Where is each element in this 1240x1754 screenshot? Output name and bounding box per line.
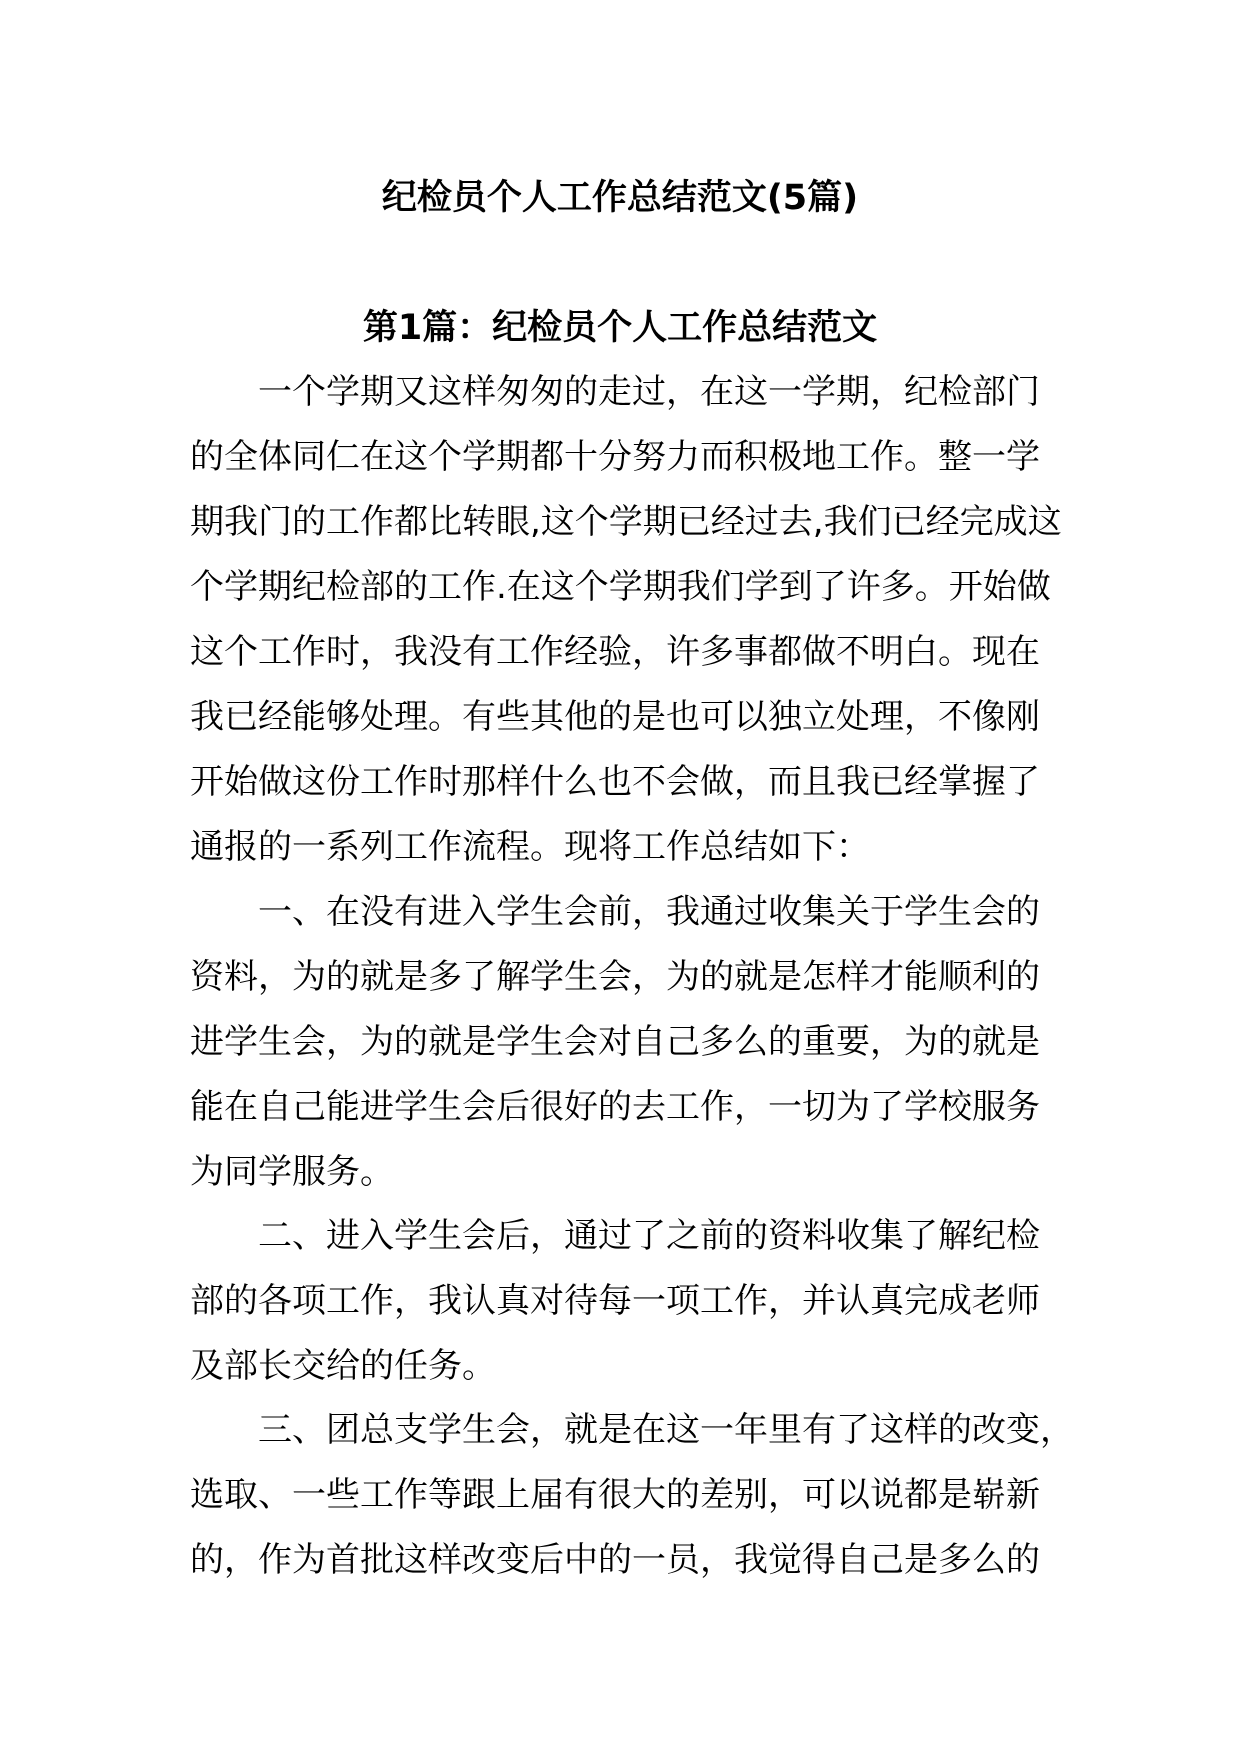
paragraph-2 <box>190 880 1090 1205</box>
paragraph-line: 这个工作时，我没有工作经验，许多事都做不明白。现在 <box>190 632 1040 672</box>
paragraph-line: 为同学服务。 <box>190 1152 394 1192</box>
paragraph-line: 期我门的工作都比转眼,这个学期已经过去,我们已经完成这 <box>190 502 1062 542</box>
paragraph-line: 我已经能够处理。有些其他的是也可以独立处理，不像刚 <box>190 697 1040 737</box>
paragraph-line: 选取、一些工作等跟上届有很大的差别，可以说都是崭新 <box>190 1475 1040 1515</box>
paragraph-4 <box>190 1398 1090 1593</box>
paragraph-line: 的，作为首批这样改变后中的一员，我觉得自己是多么的 <box>190 1540 1040 1580</box>
paragraph-3 <box>190 1204 1090 1399</box>
paragraph-line: 开始做这份工作时那样什么也不会做，而且我已经掌握了 <box>190 762 1040 802</box>
paragraph-line: 资料，为的就是多了解学生会，为的就是怎样才能顺利的 <box>190 957 1040 997</box>
section-title: 第1篇：纪检员个人工作总结范文 <box>362 308 878 348</box>
paragraph-line: 能在自己能进学生会后很好的去工作，一切为了学校服务 <box>190 1087 1040 1127</box>
paragraph-line: 一个学期又这样匆匆的走过，在这一学期，纪检部门 <box>258 372 1040 412</box>
paragraph-1 <box>190 360 1090 880</box>
document-title: 纪检员个人工作总结范文(5篇) <box>381 178 859 218</box>
paragraph-line: 个学期纪检部的工作.在这个学期我们学到了许多。开始做 <box>190 567 1051 607</box>
paragraph-line: 进学生会，为的就是学生会对自己多么的重要，为的就是 <box>190 1022 1040 1062</box>
paragraph-line: 部的各项工作，我认真对待每一项工作，并认真完成老师 <box>190 1281 1040 1321</box>
paragraph-line: 三、团总支学生会，就是在这一年里有了这样的改变， <box>258 1410 1074 1450</box>
paragraph-line: 二、进入学生会后，通过了之前的资料收集了解纪检 <box>258 1216 1040 1256</box>
paragraph-line: 的全体同仁在这个学期都十分努力而积极地工作。整一学 <box>190 437 1040 477</box>
paragraph-line: 及部长交给的任务。 <box>190 1346 496 1386</box>
paragraph-line: 一、在没有进入学生会前，我通过收集关于学生会的 <box>258 892 1040 932</box>
paragraph-line: 通报的一系列工作流程。现将工作总结如下： <box>190 827 870 867</box>
